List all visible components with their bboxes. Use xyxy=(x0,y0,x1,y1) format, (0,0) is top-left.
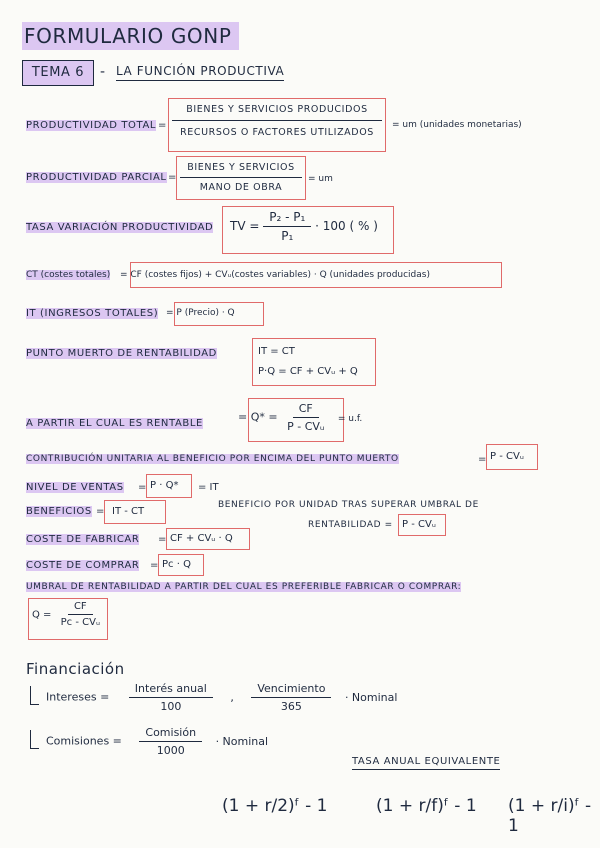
coste-fabricar-value: CF + CVᵤ · Q xyxy=(170,533,233,544)
contribucion-label: CONTRIBUCIÓN UNITARIA AL BENEFICIO POR ENCIMA DEL PUNTO MUERTO xyxy=(26,454,399,464)
comisiones-fraction xyxy=(139,726,202,757)
umbral-lhs: Q = xyxy=(32,609,52,621)
coste-comprar-value: Pᴄ · Q xyxy=(162,559,191,570)
fraction-denominator: 365 xyxy=(280,700,302,713)
fraction-denominator: Pᴄ - CVᵤ xyxy=(60,617,100,628)
intereses-fraction-2 xyxy=(251,682,331,713)
fraction-denominator: RECURSOS O FACTORES UTILIZADOS xyxy=(180,127,374,138)
equals-sign: = xyxy=(158,534,167,545)
fraction-denominator: MANO DE OBRA xyxy=(199,182,283,193)
intereses-suffix: · Nominal xyxy=(344,690,398,704)
page-title: FORMULARIO GONP xyxy=(22,22,239,50)
fraction-numerator: BIENES Y SERVICIOS xyxy=(180,162,302,178)
beneficios-value: IT - CT xyxy=(112,506,145,517)
punto-muerto-label: PUNTO MUERTO DE RENTABILIDAD xyxy=(26,348,217,359)
intereses-formula xyxy=(46,682,397,713)
equals-sign: = xyxy=(168,172,177,183)
intereses-label: Intereses = xyxy=(46,690,110,704)
tae-formula-3: (1 + r/i)ᶠ - 1 xyxy=(508,796,592,836)
tasa-anual-title: TASA ANUAL EQUIVALENTE xyxy=(352,756,500,770)
equals-sign: = xyxy=(478,454,487,465)
tema-label: TEMA 6 xyxy=(22,60,94,86)
comisiones-formula xyxy=(46,726,268,757)
coste-fabricar-label: COSTE DE FABRICAR xyxy=(26,534,140,545)
equals-sign: = xyxy=(150,560,159,571)
intereses-comma: , xyxy=(230,690,234,704)
tv-fraction xyxy=(263,210,311,243)
beneficio-unidad-value: P - CVᵤ xyxy=(402,519,436,530)
tema-dash: - xyxy=(100,64,106,80)
ct-formula: = CF (costes fijos) + CVᵤ(costes variables) · Q (unidades producidas) xyxy=(120,270,430,280)
fraction-denominator: 100 xyxy=(160,700,182,713)
tasa-variacion-formula xyxy=(230,210,378,243)
tv-lhs: TV = xyxy=(230,219,260,233)
intereses-bracket-icon xyxy=(30,686,39,705)
fraction-denominator: P₁ xyxy=(281,229,294,243)
equals-sign: = xyxy=(158,120,167,131)
comisiones-suffix: · Nominal xyxy=(215,734,269,748)
a-partir-lhs: = Q* = xyxy=(238,410,278,424)
it-formula: = P (Precio) · Q xyxy=(166,308,235,318)
fraction-numerator: Comisión xyxy=(139,726,202,742)
nivel-ventas-label: NIVEL DE VENTAS xyxy=(26,482,124,493)
comisiones-bracket-icon xyxy=(30,730,39,749)
umbral-formula xyxy=(32,601,106,628)
beneficio-unidad-line2: RENTABILIDAD = xyxy=(308,520,393,530)
umbral-label: UMBRAL DE RENTABILIDAD A PARTIR DEL CUAL ES PREFERIBLE FABRICAR O COMPRAR: xyxy=(26,582,462,592)
umbral-fraction xyxy=(55,601,106,628)
coste-comprar-label: COSTE DE COMPRAR xyxy=(26,560,140,571)
fraction-numerator: P₂ - P₁ xyxy=(263,210,311,227)
contribucion-value: P - CVᵤ xyxy=(490,451,524,462)
productividad-total-fraction xyxy=(172,104,382,138)
tae-formula-2: (1 + r/f)ᶠ - 1 xyxy=(376,796,477,816)
equals-sign: = xyxy=(96,506,105,517)
nivel-ventas-extra: = IT xyxy=(198,482,219,493)
productividad-total-label: PRODUCTIVIDAD TOTAL xyxy=(26,120,157,131)
financiacion-title: Financiación xyxy=(26,660,125,678)
fraction-denominator: P - CVᵤ xyxy=(287,420,325,433)
tv-rhs: · 100 ( % ) xyxy=(315,219,378,233)
a-partir-formula xyxy=(238,402,362,433)
fraction-numerator: Interés anual xyxy=(129,682,213,698)
a-partir-unit: = u.f. xyxy=(337,413,363,424)
beneficio-unidad-line1: BENEFICIO POR UNIDAD TRAS SUPERAR UMBRAL DE xyxy=(218,500,479,510)
nivel-ventas-value: P · Q* xyxy=(150,480,179,491)
punto-muerto-line1: IT = CT xyxy=(258,346,295,357)
fraction-denominator: 1000 xyxy=(156,744,185,757)
equals-sign: = xyxy=(138,482,147,493)
beneficios-label: BENEFICIOS xyxy=(26,506,92,517)
fraction-numerator: CF xyxy=(293,402,319,418)
it-label: IT (INGRESOS TOTALES) xyxy=(26,308,159,319)
productividad-parcial-unit: = um xyxy=(308,174,333,184)
punto-muerto-line2: P·Q = CF + CVᵤ + Q xyxy=(258,366,358,377)
fraction-numerator: Vencimiento xyxy=(251,682,331,698)
productividad-parcial-fraction xyxy=(180,162,302,193)
fraction-numerator: BIENES Y SERVICIOS PRODUCIDOS xyxy=(172,104,382,121)
a-partir-fraction xyxy=(281,402,330,433)
productividad-total-unit: = um (unidades monetarias) xyxy=(392,120,522,130)
tema-topic: LA FUNCIÓN PRODUCTIVA xyxy=(116,64,284,81)
comisiones-label: Comisiones = xyxy=(46,734,122,748)
tae-formula-1: (1 + r/2)ᶠ - 1 xyxy=(222,796,328,816)
productividad-parcial-label: PRODUCTIVIDAD PARCIAL xyxy=(26,172,167,183)
tasa-variacion-label: TASA VARIACIÓN PRODUCTIVIDAD xyxy=(26,222,214,233)
a-partir-label: A PARTIR EL CUAL ES RENTABLE xyxy=(26,418,203,429)
intereses-fraction-1 xyxy=(129,682,213,713)
ct-label: CT (costes totales) xyxy=(26,270,111,280)
fraction-numerator: CF xyxy=(68,601,93,615)
